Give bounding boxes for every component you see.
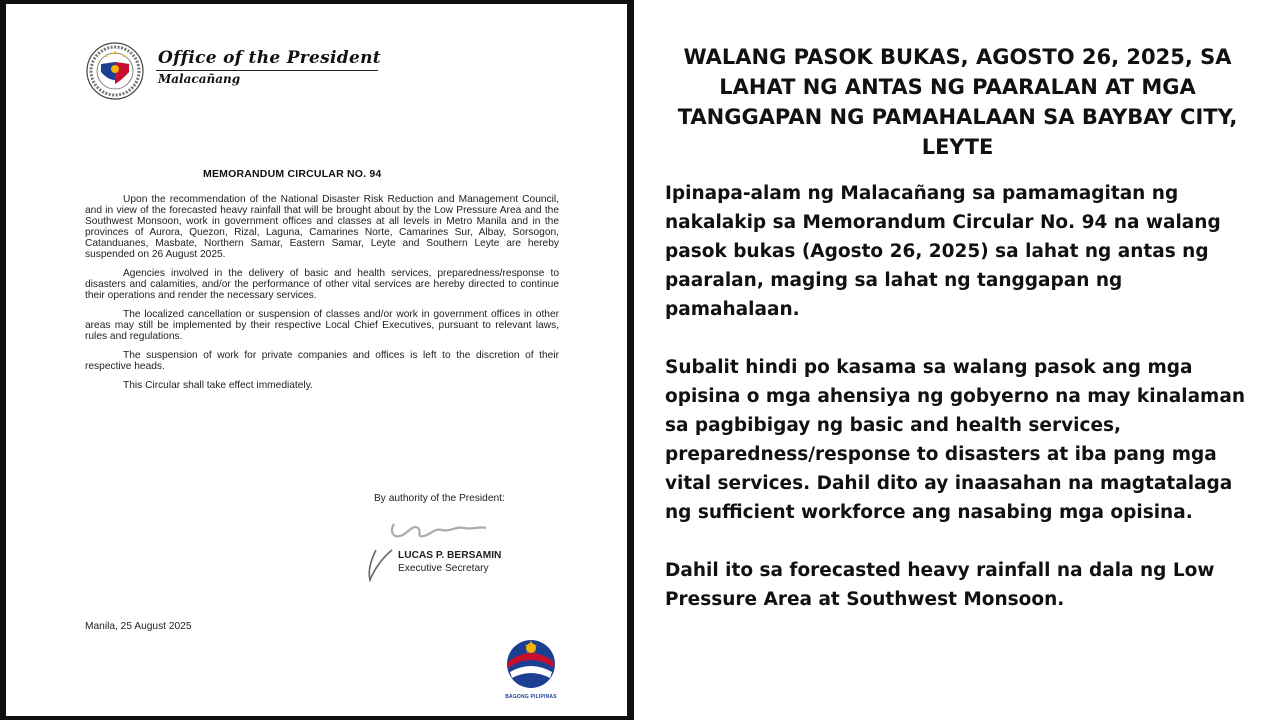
document-frame [0,0,634,720]
memo-paragraph: Upon the recommendation of the National Disaster Risk Reduction and Management Council, and in view of the forecasted heavy rainfall that will be brought about by the Low Pressure Area and the Southwest Monsoon, work in government offices and classes at all levels in Metro Manila and in the provinces of Aurora, Quezon, Rizal, Laguna, Camarines Norte, Camarines Sur, Albay, Sorsogon, Catanduanes, Masbate, Northern Samar, Eastern Samar, Leyte and Southern Leyte are hereby suspended on 26 August 2025. [85,194,559,260]
date-line: Manila, 25 August 2025 [85,621,192,632]
announcement-paragraph: Subalit hindi po kasama sa walang pasok ang mga opisina o mga ahensiya ng gobyerno na may kinalaman sa pagbibigay ng basic and health services, preparedness/response to disasters at iba pang mga vital services. Dahil dito ay inaasahan na magtatalaga ng sufficient workforce ang nasabing mga opisina. [665,357,1245,523]
memo-paragraph: The suspension of work for private companies and offices is left to the discretion of their respective heads. [85,350,559,372]
authority-line: By authority of the President: [374,493,505,504]
memo-paragraph: Agencies involved in the delivery of basic and health services, preparedness/response to disasters and calamities, and/or the performance of other vital services are hereby directed to continue their operations and render the necessary services. [85,268,559,301]
circular-title: MEMORANDUM CIRCULAR NO. 94 [203,168,382,180]
bagong-pilipinas-logo-icon [500,638,562,690]
memo-paragraph: The localized cancellation or suspension of classes and/or work in government offices in other areas may still be implemented by their respective Local Chief Executives, pursuant to relevant laws, rules and regulations. [85,309,559,342]
logo-caption: BAGONG PILIPINAS [505,694,557,700]
office-title: Office of the President [158,48,381,68]
office-subtitle: Malacañang [158,72,241,86]
memo-paragraph: This Circular shall take effect immediately. [123,380,313,391]
memorandum-document [6,4,627,716]
presidential-seal-icon [86,42,144,100]
announcement-paragraph: Dahil ito sa forecasted heavy rainfall na dala ng Low Pressure Area at Southwest Monsoon. [665,560,1215,610]
signatory-name: LUCAS P. BERSAMIN [398,550,502,561]
announcement-panel [655,42,1260,643]
header-divider [156,70,378,71]
announcement-headline: WALANG PASOK BUKAS, AGOSTO 26, 2025, SA LAHAT NG ANTAS NG PAARALAN AT MGA TANGGAPAN NG PAMAHALAAN SA BAYBAY CITY, LEYTE [677,45,1238,159]
memo-body [85,194,559,399]
announcement-paragraph: Ipinapa-alam ng Malacañang sa pamamagitan ng nakalakip sa Memorandum Circular No. 94 na walang pasok bukas (Agosto 26, 2025) sa lahat ng antas ng paaralan, maging sa lahat ng tanggapan ng pamahalaan. [665,183,1221,320]
signatory-title: Executive Secretary [398,563,489,574]
